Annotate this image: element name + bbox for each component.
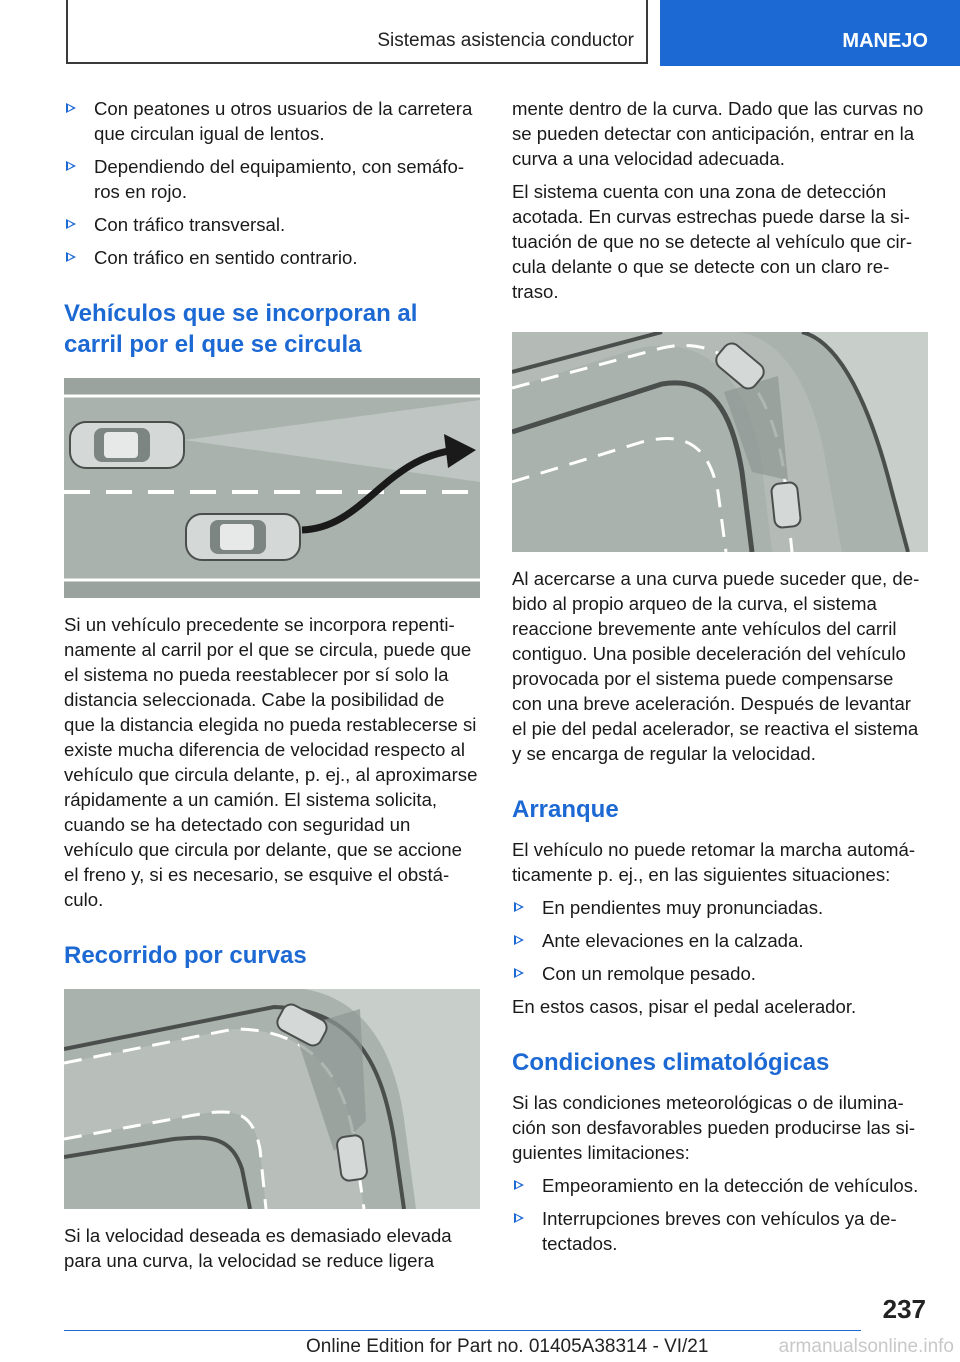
triangle-bullet-icon: [66, 252, 76, 262]
triangle-bullet-icon: [66, 161, 76, 171]
footer-divider: [64, 1330, 861, 1331]
left-column: [64, 96, 480, 1281]
paragraph-merging: Si un vehículo precedente se incorpora repentinamente al carril por el que se circula, puede que el sistema no pueda reestablecer por sí solo la distancia seleccionada. Cabe la posibilidad de que la distancia elegida no pueda restablecerse si existe mucha diferencia de velocidad respecto al vehículo que circula delante, p. ej., al aproximarse rápidamente a un camión. El sistema solicita, cuando se ha detectado con seguridad un vehículo que circula por delante, que se accione el freno y, si es necesario, se esquive el obstáculo.: [64, 614, 478, 910]
header-chapter-tab[interactable]: [660, 0, 960, 66]
paragraph-start-end: En estos casos, pisar el pedal acelerador.: [512, 996, 857, 1017]
list-item: En pendientes muy pronunciadas.: [512, 895, 928, 920]
header-chapter-label: MANEJO: [842, 30, 928, 52]
watermark: armanualsonline.info: [778, 1336, 954, 1357]
heading-curves: Recorrido por curvas: [64, 942, 307, 969]
paragraph-climate: Si las condiciones meteorológicas o de iluminación son desfavorables pueden producirse las siguientes limitaciones:: [512, 1092, 916, 1163]
heading-merging-vehicles: Vehículos que se incorporan al carril por el que se circula: [64, 300, 418, 358]
car-own-curve-icon: [771, 482, 801, 528]
triangle-bullet-icon: [66, 103, 76, 113]
header-section-title: Sistemas asistencia conductor: [377, 30, 634, 51]
page-number: 237: [882, 1294, 926, 1324]
list-item: Con un remolque pesado.: [512, 961, 928, 986]
triangle-bullet-icon: [66, 219, 76, 229]
heading-start: Arranque: [512, 796, 619, 823]
paragraph-curves: Si la velocidad deseada es demasiado elevada para una curva, la velocidad se reduce ligera: [64, 1225, 452, 1271]
list-item: Ante elevaciones en la calzada.: [512, 928, 928, 953]
triangle-bullet-icon: [514, 1180, 524, 1190]
list-item: Interrupciones breves con vehículos ya detectados.: [512, 1206, 928, 1256]
bullet-list-slow-traffic: [64, 96, 480, 270]
car-own-icon: [186, 514, 300, 560]
list-item: Empeoramiento en la detección de vehículos.: [512, 1173, 928, 1198]
triangle-bullet-icon: [514, 902, 524, 912]
right-column: [512, 96, 928, 1264]
curve-illustration: [64, 989, 480, 1209]
bullet-list-climate: [512, 1173, 928, 1256]
paragraph-detection-zone: El sistema cuenta con una zona de detección acotada. En curvas estrechas puede darse la situación de que no se detecte al vehículo que circula delante o que se detecte con un claro retraso.: [512, 181, 913, 302]
list-item: Con tráfico en sentido contrario.: [64, 245, 480, 270]
list-item: Dependiendo del equipamiento, con semáforos en rojo.: [64, 154, 480, 204]
triangle-bullet-icon: [514, 968, 524, 978]
car-ahead-icon: [336, 1134, 368, 1181]
heading-climate: Condiciones climatológicas: [512, 1049, 830, 1076]
list-item: Con peatones u otros usuarios de la carretera que circulan igual de lentos.: [64, 96, 480, 146]
triangle-bullet-icon: [514, 935, 524, 945]
triangle-bullet-icon: [514, 1213, 524, 1223]
list-item: Con tráfico transversal.: [64, 212, 480, 237]
bullet-list-start: [512, 895, 928, 986]
car-front-icon: [70, 422, 184, 468]
paragraph-adjacent-lane: Al acercarse a una curva puede suceder que, debido al propio arqueo de la curva, el sistema reaccione brevemente ante vehículos del carril contiguo. Una posible deceleración del vehículo provocada por el sistema puede compensarse con una breve aceleración. Después de levantar el pie del pedal acelerador, se reactiva el sistema y se encarga de regular la velocidad.: [512, 568, 920, 764]
merging-vehicle-illustration: [64, 378, 480, 598]
paragraph-curves-cont: mente dentro de la curva. Dado que las curvas no se pueden detectar con anticipación, entrar en la curva a una velocidad adecuada.: [512, 98, 924, 169]
edition-info: Online Edition for Part no. 01405A38314 - VI/21: [306, 1336, 709, 1357]
narrow-curve-illustration: [512, 332, 928, 552]
header-section-box: [66, 0, 648, 64]
paragraph-start: El vehículo no puede retomar la marcha automáticamente p. ej., en las siguientes situaciones:: [512, 839, 916, 885]
